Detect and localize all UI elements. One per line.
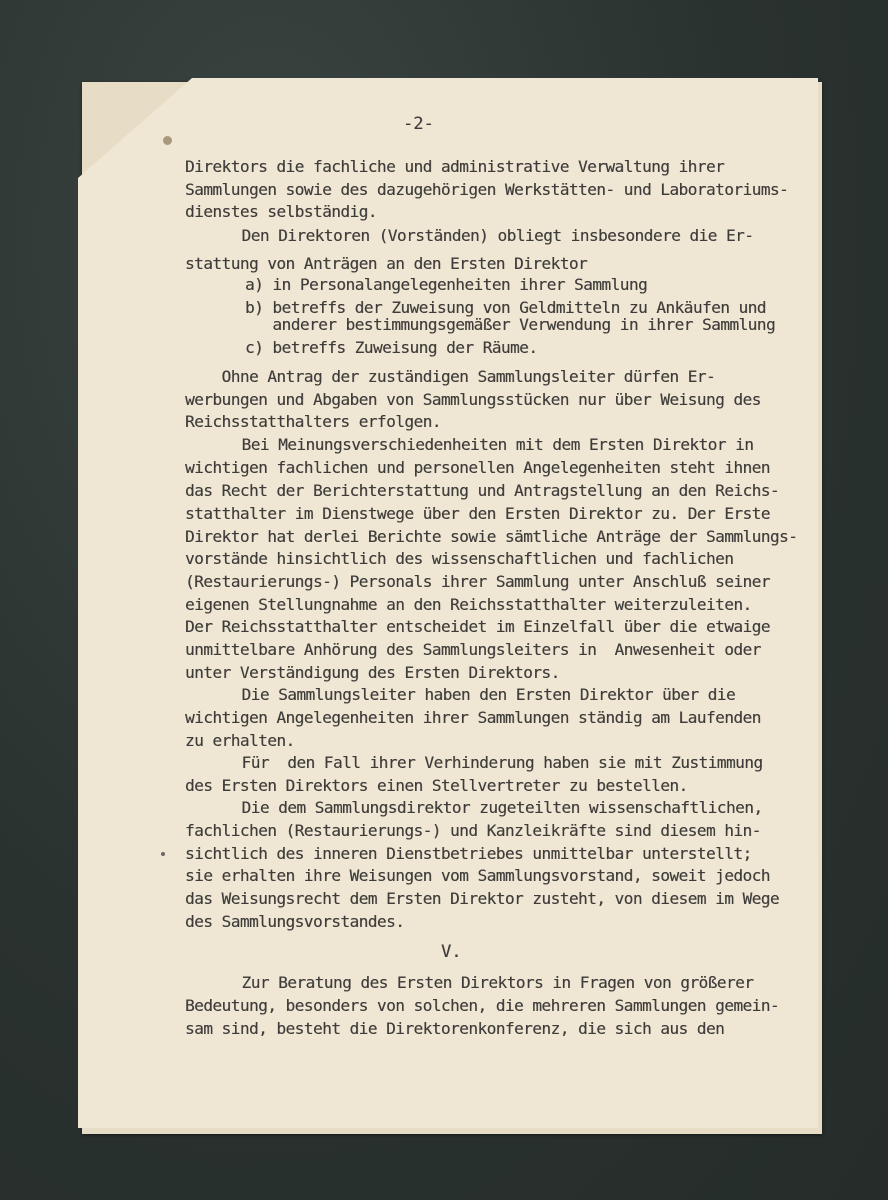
list-item: b) betreffs der Zuweisung von Geldmitteln zu Ankäufen und [245, 298, 766, 317]
text-line: zu erhalten. [185, 731, 295, 750]
text-line: werbungen und Abgaben von Sammlungsstücken nur über Weisung des [185, 390, 761, 409]
text-line: des Sammlungsvorstandes. [185, 912, 405, 931]
list-item: a) in Personalangelegenheiten ihrer Sammlung [245, 275, 648, 294]
text-line: Sammlungen sowie des dazugehörigen Werkstätten- und Laboratoriums- [185, 180, 789, 199]
text-line: wichtigen fachlichen und personellen Angelegenheiten steht ihnen [185, 458, 770, 477]
text-line: Den Direktoren (Vorständen) obliegt insbesondere die Er- [205, 226, 754, 245]
margin-mark [161, 852, 165, 856]
text-line: des Ersten Direktors einen Stellvertreter zu bestellen. [185, 776, 688, 795]
text-line: Zur Beratung des Ersten Direktors in Fragen von größerer [205, 973, 754, 992]
punch-hole [163, 136, 172, 145]
text-line: das Recht der Berichterstattung und Antragstellung an den Reichs- [185, 481, 780, 500]
list-item: c) betreffs Zuweisung der Räume. [245, 338, 538, 357]
text-line: Die dem Sammlungsdirektor zugeteilten wissenschaftlichen, [205, 798, 763, 817]
text-line: Direktors die fachliche und administrative Verwaltung ihrer [185, 157, 725, 176]
text-line: eigenen Stellungnahme an den Reichsstatthalter weiterzuleiten. [185, 595, 752, 614]
page-number: -2- [403, 114, 434, 134]
text-line: sichtlich des inneren Dienstbetriebes unmittelbar unterstellt; [185, 844, 752, 863]
text-line: (Restaurierungs-) Personals ihrer Sammlung unter Anschluß seiner [185, 572, 770, 591]
text-line: Bei Meinungsverschiedenheiten mit dem Ersten Direktor in [205, 435, 754, 454]
text-line: vorstände hinsichtlich des wissenschaftlichen und fachlichen [185, 549, 734, 568]
text-line: unmittelbare Anhörung des Sammlungsleiters in Anwesenheit oder [185, 640, 761, 659]
text-line: Für den Fall ihrer Verhinderung haben sie mit Zustimmung [205, 753, 763, 772]
text-line: wichtigen Angelegenheiten ihrer Sammlungen ständig am Laufenden [185, 708, 761, 727]
text-line: Der Reichsstatthalter entscheidet im Einzelfall über die etwaige [185, 617, 770, 636]
text-line: statthalter im Dienstwege über den Ersten Direktor zu. Der Erste [185, 504, 770, 523]
text-line: dienstes selbständig. [185, 202, 377, 221]
text-line: fachlichen (Restaurierungs-) und Kanzleikräfte sind diesem hin- [185, 821, 761, 840]
text-line: das Weisungsrecht dem Ersten Direktor zusteht, von diesem im Wege [185, 889, 780, 908]
text-line: Die Sammlungsleiter haben den Ersten Direktor über die [205, 685, 736, 704]
text-line: Bedeutung, besonders von solchen, die mehreren Sammlungen gemein- [185, 996, 780, 1015]
text-line: Ohne Antrag der zuständigen Sammlungsleiter dürfen Er- [185, 367, 716, 386]
section-heading: V. [441, 942, 462, 962]
text-line: Direktor hat derlei Berichte sowie sämtliche Anträge der Sammlungs- [185, 527, 798, 546]
text-line: unter Verständigung des Ersten Direktors. [185, 663, 560, 682]
list-item-continuation: anderer bestimmungsgemäßer Verwendung in ihrer Sammlung [245, 315, 776, 334]
text-line: Reichsstatthalters erfolgen. [185, 412, 441, 431]
text-line: stattung von Anträgen an den Ersten Direktor [185, 254, 588, 273]
text-line: sam sind, besteht die Direktorenkonferenz, die sich aus den [185, 1019, 725, 1038]
text-line: sie erhalten ihre Weisungen vom Sammlungsvorstand, soweit jedoch [185, 866, 770, 885]
